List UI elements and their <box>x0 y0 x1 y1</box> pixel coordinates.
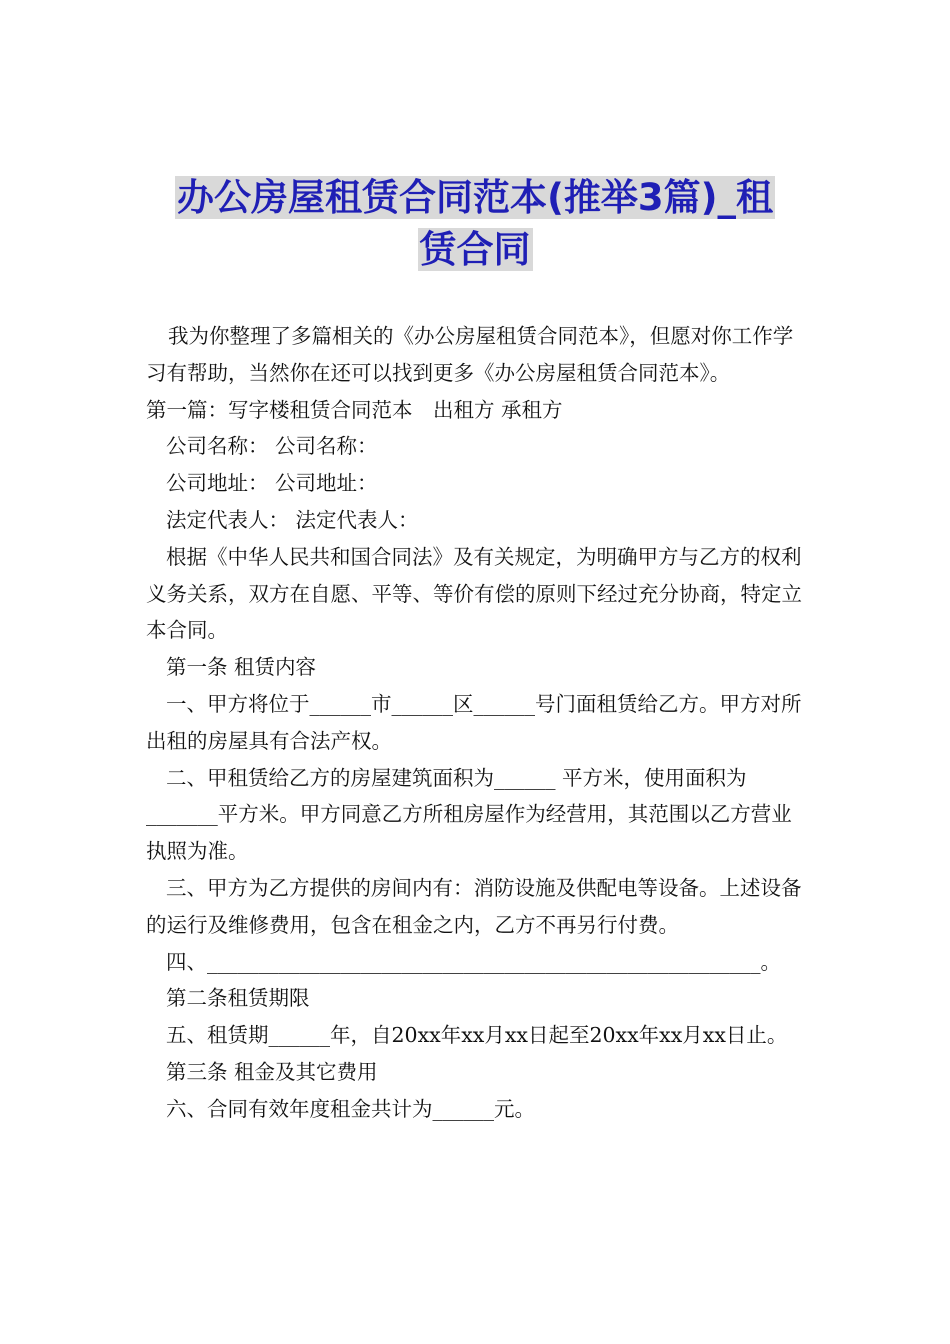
paragraph-legal-representative: 法定代表人： 法定代表人： <box>166 507 419 532</box>
paragraph-preamble: 根据《中华人民共和国合同法》及有关规定，为明确甲方与乙方的权利义务关系，双方在自愿、平等、等价有偿的原则下经过充分协商，特定立本合同。 <box>146 544 802 643</box>
paragraph-company-name: 公司名称： 公司名称： <box>166 434 378 459</box>
paragraph-clause-1: 一、甲方将位于______市______区______号门面租赁给乙方。甲方对所出租的房屋具有合法产权。 <box>146 691 802 753</box>
paragraph-clause-4: 四、______________________________________________________。 <box>166 949 781 974</box>
paragraph-company-address: 公司地址： 公司地址： <box>166 471 378 496</box>
paragraph-clause-6: 六、合同有效年度租金共计为______元。 <box>166 1096 535 1121</box>
title-line-2: 赁合同 <box>419 228 531 271</box>
paragraph-article-2-heading: 第二条租赁期限 <box>166 986 310 1011</box>
paragraph-article-3-heading: 第三条 租金及其它费用 <box>166 1059 378 1084</box>
title-line-1: 办公房屋租赁合同范本(推举3篇)_租 <box>176 176 774 219</box>
paragraph-intro: 我为你整理了多篇相关的《办公房屋租赁合同范本》，但愿对你工作学习有帮助，当然你在还可以找到更多《办公房屋租赁合同范本》。 <box>146 324 794 385</box>
paragraph-section-heading: 第一篇：写字楼租赁合同范本 出租方 承租方 <box>146 397 563 422</box>
paragraph-article-1-heading: 第一条 租赁内容 <box>166 655 317 680</box>
document-title <box>140 172 810 276</box>
paragraph-clause-3: 三、甲方为乙方提供的房间内有：消防设施及供配电等设备。上述设备的运行及维修费用，包含在租金之内，乙方不再另行付费。 <box>146 875 802 937</box>
document-body <box>146 318 806 1128</box>
paragraph-clause-2: 二、甲租赁给乙方的房屋建筑面积为______ 平方米，使用面积为_______平方米。甲方同意乙方所租房屋作为经营用，其范围以乙方营业执照为准。 <box>146 765 792 864</box>
paragraph-clause-5: 五、租赁期______年，自20xx年xx月xx日起至20xx年xx月xx日止。 <box>166 1023 788 1048</box>
